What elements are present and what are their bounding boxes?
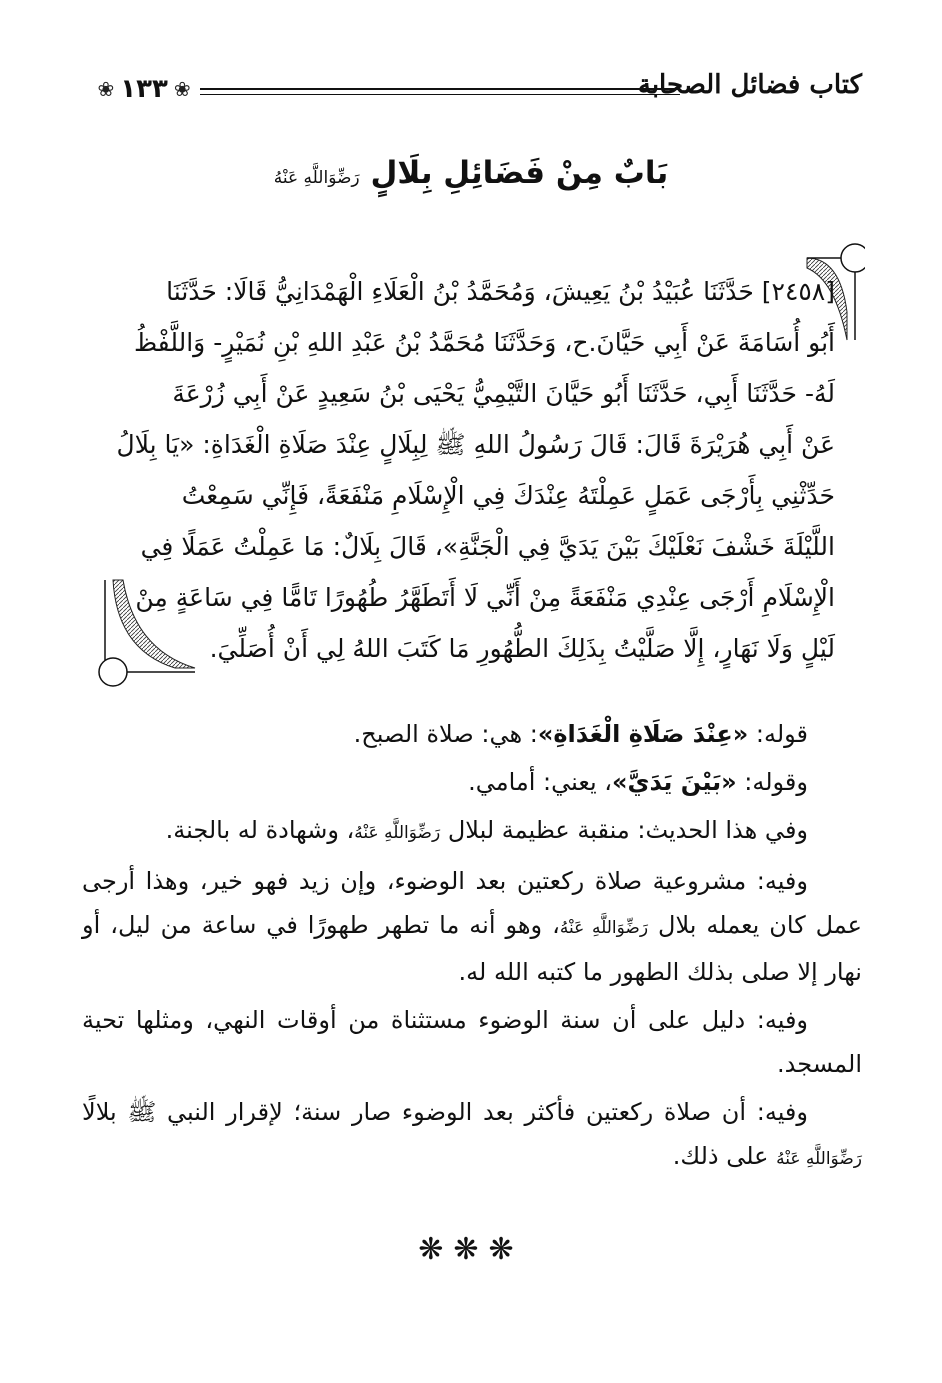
commentary-text: على ذلك. [672,1142,777,1170]
hadith-line: اللَّيْلَةَ خَشْفَ نَعْلَيْكَ بَيْنَ يَدَيَّ فِي الْجَنَّةِ»، قَالَ بِلَالٌ: مَا عَمِلْتُ عَمَلًا فِي [140,532,835,561]
commentary-text: قوله: [748,720,808,748]
chapter-title [0,155,942,191]
commentary-text: ، يعني: أمامي. [468,768,612,796]
hadith-line: لَيْلٍ وَلَا نَهَارٍ، إِلَّا صَلَّيْتُ بِذَلِكَ الطُّهُورِ مَا كَتَبَ اللهُ لِي أَنْ أُصَلِّيَ. [209,634,835,663]
commentary-text: : هي: صلاة الصبح. [353,720,538,748]
honorific-glyph: رَضِّوَاللَّهِ عَنْهُ [354,823,441,843]
header-rule-thin [200,94,680,95]
hadith-line: عَنْ أَبِي هُرَيْرَةَ قَالَ: قَالَ رَسُولُ اللهِ ﷺ لِبِلَالٍ عِنْدَ صَلَاةِ الْغَدَاةِ: «يَا بِلَالُ [116,430,835,459]
commentary-paragraph [82,760,862,804]
hadith-line: الْإِسْلَامِ أَرْجَى عِنْدِي مَنْفَعَةً مِنْ أَنِّي لَا أَتَطَهَّرُ طُهُورًا تَامًّا فِي سَاعَةٍ مِنْ [135,583,835,612]
commentary-text: وفيه: أن صلاة ركعتين فأكثر بعد الوضوء صار سنة؛ لإقرار النبي ﷺ بلالًا [82,1098,808,1126]
hadith-line: لَهُ- حَدَّثَنَا أَبِي، حَدَّثَنَا أَبُو حَيَّانَ التَّيْمِيُّ يَحْيَى بْنُ سَعِيدٍ عَنْ أَبِي زُرْعَةَ [172,379,835,408]
commentary-text: وفيه: مشروعية صلاة ركعتين بعد الوضوء، وإن زيد فهو خير، وهذا أرجى عمل كان يعمله بلال [82,867,862,939]
ornament-icon: ❀ [97,77,115,101]
honorific-glyph: رَضِّوَاللَّهِ عَنْهُ [776,1149,862,1169]
commentary-text: وفيه: دليل على أن سنة الوضوء مستثناة من أوقات النهي، ومثلها تحية المسجد. [82,1006,862,1078]
hadith-line: حَدِّثْنِي بِأَرْجَى عَمَلٍ عَمِلْتَهُ عِنْدَكَ فِي الْإِسْلَامِ مَنْفَعَةً، فَإِنِّي سَمِعْتُ [181,481,835,510]
header-rule [200,88,680,90]
commentary-text: وفي هذا الحديث: منقبة عظيمة لبلال [447,816,808,844]
commentary-text: وقوله: [736,768,808,796]
hadith-text [115,266,835,674]
page-number: ١٣٣ [120,74,168,104]
commentary-paragraph [82,712,862,756]
commentary-paragraph [82,859,862,994]
chapter-title-text: بَابٌ مِنْ فَضَائِلِ بِلَالٍ [370,155,669,191]
running-head-title: كتاب فضائل الصحابة [637,70,862,100]
hadith-frame [95,240,865,690]
commentary-paragraph [82,998,862,1086]
glossed-term: «عِنْدَ صَلَاةِ الْغَدَاةِ» [537,720,749,748]
hadith-line: [٢٤٥٨] حَدَّثَنَا عُبَيْدُ بْنُ يَعِيشَ، وَمُحَمَّدُ بْنُ الْعَلَاءِ الْهَمْدَانِيُّ قَالَا: حَدَّثَنَا [166,277,835,306]
commentary-section [82,712,862,1185]
hadith-line: أَبُو أُسَامَةَ عَنْ أَبِي حَيَّانَ.ح، وَحَدَّثَنَا مُحَمَّدُ بْنُ عَبْدِ اللهِ بْنِ نُمَيْرٍ- وَاللَّفْظُ [133,328,835,357]
honorific-glyph: رَضِّوَاللَّهِ عَنْهُ [559,918,649,938]
page-number-frame [88,66,200,112]
ornament-icon: ❀ [173,77,191,101]
commentary-paragraph [82,808,862,855]
glossed-term: «بَيْنَ يَدَيَّ» [612,768,737,796]
honorific-glyph: رَضِّوَاللَّهِ عَنْهُ [273,168,360,188]
section-separator-stars: ❋❋❋ [418,1232,524,1267]
commentary-text: ، وشهادة له بالجنة. [165,816,355,844]
commentary-text: ، وهو أنه ما تطهر طهورًا في ساعة من ليل، أو نهار إلا صلى بذلك الطهور ما كتبه الله له. [82,911,862,986]
commentary-paragraph [82,1090,862,1181]
